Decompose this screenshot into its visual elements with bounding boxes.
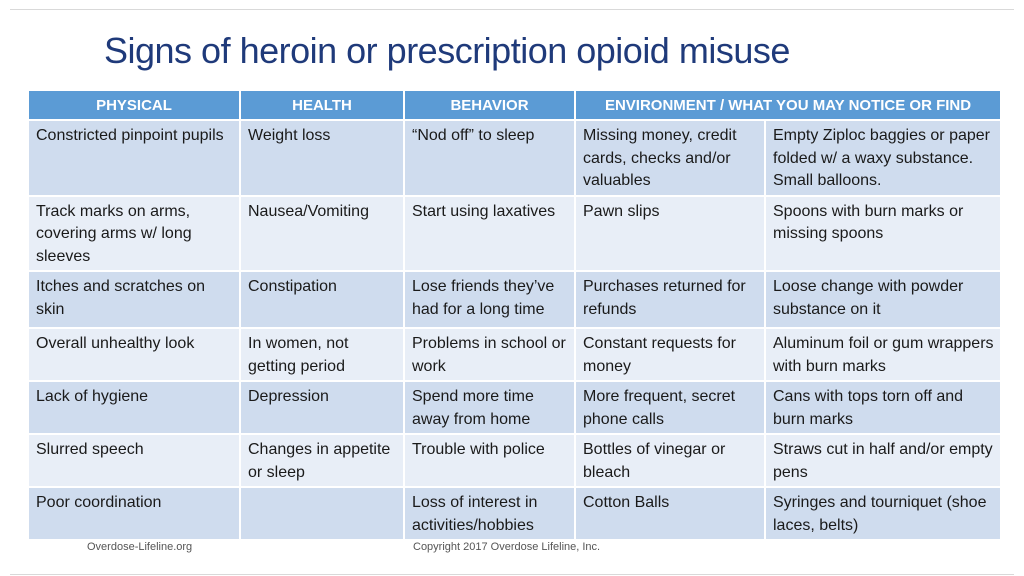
- cell-health: Constipation: [240, 271, 404, 328]
- bottom-divider: [10, 574, 1014, 575]
- footer-site: Overdose-Lifeline.org: [87, 541, 193, 553]
- cell-environment-a: Cotton Balls: [575, 487, 765, 539]
- cell-environment-b: Straws cut in half and/or empty pens: [765, 434, 1000, 487]
- cell-behavior: “Nod off” to sleep: [404, 120, 575, 196]
- cell-behavior: Problems in school or work: [404, 328, 575, 381]
- cell-health: Nausea/Vomiting: [240, 196, 404, 272]
- cell-environment-a: Bottles of vinegar or bleach: [575, 434, 765, 487]
- cell-behavior: Loss of interest in activities/hobbies: [404, 487, 575, 539]
- cell-physical: Poor coordination: [29, 487, 240, 539]
- cell-health: Weight loss: [240, 120, 404, 196]
- cell-environment-b: Syringes and tourniquet (shoe laces, belts): [765, 487, 1000, 539]
- cell-health: In women, not getting period: [240, 328, 404, 381]
- cell-environment-a: Constant requests for money: [575, 328, 765, 381]
- cell-environment-b: Empty Ziploc baggies or paper folded w/ a waxy substance. Small balloons.: [765, 120, 1000, 196]
- slide-title: Signs of heroin or prescription opioid misuse: [104, 30, 790, 71]
- cell-environment-b: Cans with tops torn off and burn marks: [765, 381, 1000, 434]
- header-environment: ENVIRONMENT / WHAT YOU MAY NOTICE OR FIND: [575, 91, 1000, 120]
- footer-copyright: Copyright 2017 Overdose Lifeline, Inc.: [413, 541, 601, 553]
- cell-environment-a: Pawn slips: [575, 196, 765, 272]
- table-row: [29, 487, 1000, 539]
- signs-table: [29, 91, 1000, 539]
- cell-physical: Itches and scratches on skin: [29, 271, 240, 328]
- cell-health: [240, 487, 404, 539]
- cell-physical: Track marks on arms, covering arms w/ long sleeves: [29, 196, 240, 272]
- table-row: [29, 434, 1000, 487]
- cell-behavior: Spend more time away from home: [404, 381, 575, 434]
- cell-behavior: Trouble with police: [404, 434, 575, 487]
- cell-environment-b: Spoons with burn marks or missing spoons: [765, 196, 1000, 272]
- cell-physical: Constricted pinpoint pupils: [29, 120, 240, 196]
- table-row: [29, 120, 1000, 196]
- top-divider: [10, 9, 1014, 10]
- cell-environment-b: Loose change with powder substance on it: [765, 271, 1000, 328]
- table-row: [29, 271, 1000, 328]
- table-row: [29, 381, 1000, 434]
- cell-environment-a: Missing money, credit cards, checks and/or valuables: [575, 120, 765, 196]
- cell-physical: Lack of hygiene: [29, 381, 240, 434]
- cell-behavior: Start using laxatives: [404, 196, 575, 272]
- header-behavior: BEHAVIOR: [404, 91, 575, 120]
- cell-health: Changes in appetite or sleep: [240, 434, 404, 487]
- cell-environment-a: More frequent, secret phone calls: [575, 381, 765, 434]
- cell-health: Depression: [240, 381, 404, 434]
- header-health: HEALTH: [240, 91, 404, 120]
- cell-physical: Slurred speech: [29, 434, 240, 487]
- table-row: [29, 328, 1000, 381]
- cell-physical: Overall unhealthy look: [29, 328, 240, 381]
- table-header-row: [29, 91, 1000, 120]
- cell-environment-a: Purchases returned for refunds: [575, 271, 765, 328]
- table-row: [29, 196, 1000, 272]
- cell-behavior: Lose friends they’ve had for a long time: [404, 271, 575, 328]
- header-physical: PHYSICAL: [29, 91, 240, 120]
- cell-environment-b: Aluminum foil or gum wrappers with burn marks: [765, 328, 1000, 381]
